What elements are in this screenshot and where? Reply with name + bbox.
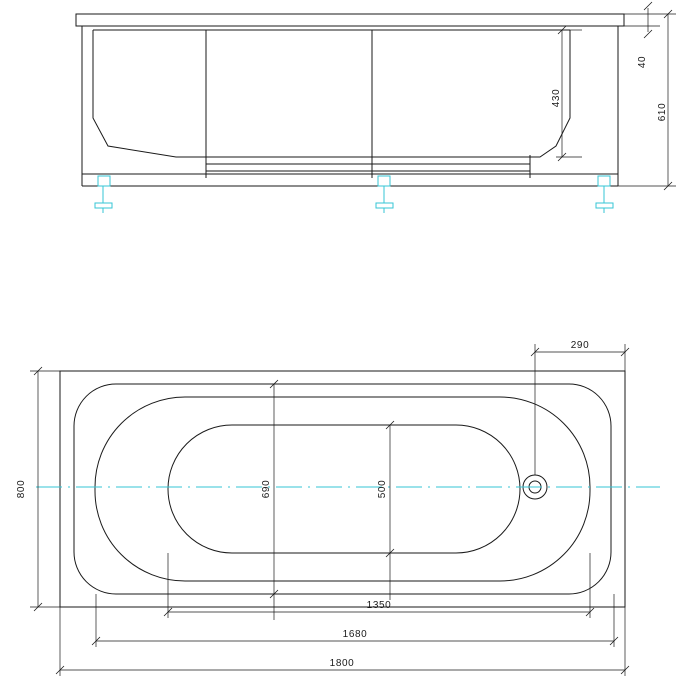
dim-overall-length — [56, 607, 629, 676]
rim-top-plate — [76, 14, 624, 26]
dim-overall-height — [657, 10, 672, 190]
dim-apron-height — [551, 26, 582, 161]
plan-basin-floor — [168, 425, 520, 553]
dim-bottom-width-label: 500 — [377, 479, 388, 499]
front-elevation-view — [76, 2, 676, 213]
dim-inner-length — [92, 594, 618, 647]
top-plan-view — [16, 340, 660, 676]
dim-bottom-width — [377, 421, 394, 600]
foot-left-base — [95, 203, 112, 208]
dim-overall-width-label: 800 — [16, 479, 27, 499]
dim-overall-width — [16, 367, 60, 611]
foot-left-bracket — [98, 176, 110, 186]
dim-inner-basin-width — [261, 380, 278, 620]
foot-center-base — [376, 203, 393, 208]
dim-rim-thickness-label: 40 — [637, 55, 648, 69]
dim-rim-thickness — [637, 2, 652, 68]
tub-shell-section — [93, 30, 570, 157]
dim-inner-basin-width-label: 690 — [261, 479, 272, 499]
dim-apron-height-label: 430 — [551, 88, 562, 108]
dim-overall-height-label: 610 — [657, 102, 668, 122]
dim-inner-length-label: 1680 — [342, 629, 368, 640]
foot-right-bracket — [598, 176, 610, 186]
dim-drain-offset-label: 290 — [570, 340, 590, 351]
dim-bottom-length — [164, 553, 594, 618]
dim-bottom-length-label: 1350 — [366, 600, 392, 611]
foot-center-bracket — [378, 176, 390, 186]
foot-right — [596, 176, 613, 213]
dim-overall-length-label: 1800 — [329, 658, 355, 669]
plan-inner-rim — [74, 384, 611, 594]
dim-drain-offset — [531, 340, 629, 475]
foot-left — [95, 176, 112, 213]
foot-center — [376, 176, 393, 213]
foot-right-base — [596, 203, 613, 208]
